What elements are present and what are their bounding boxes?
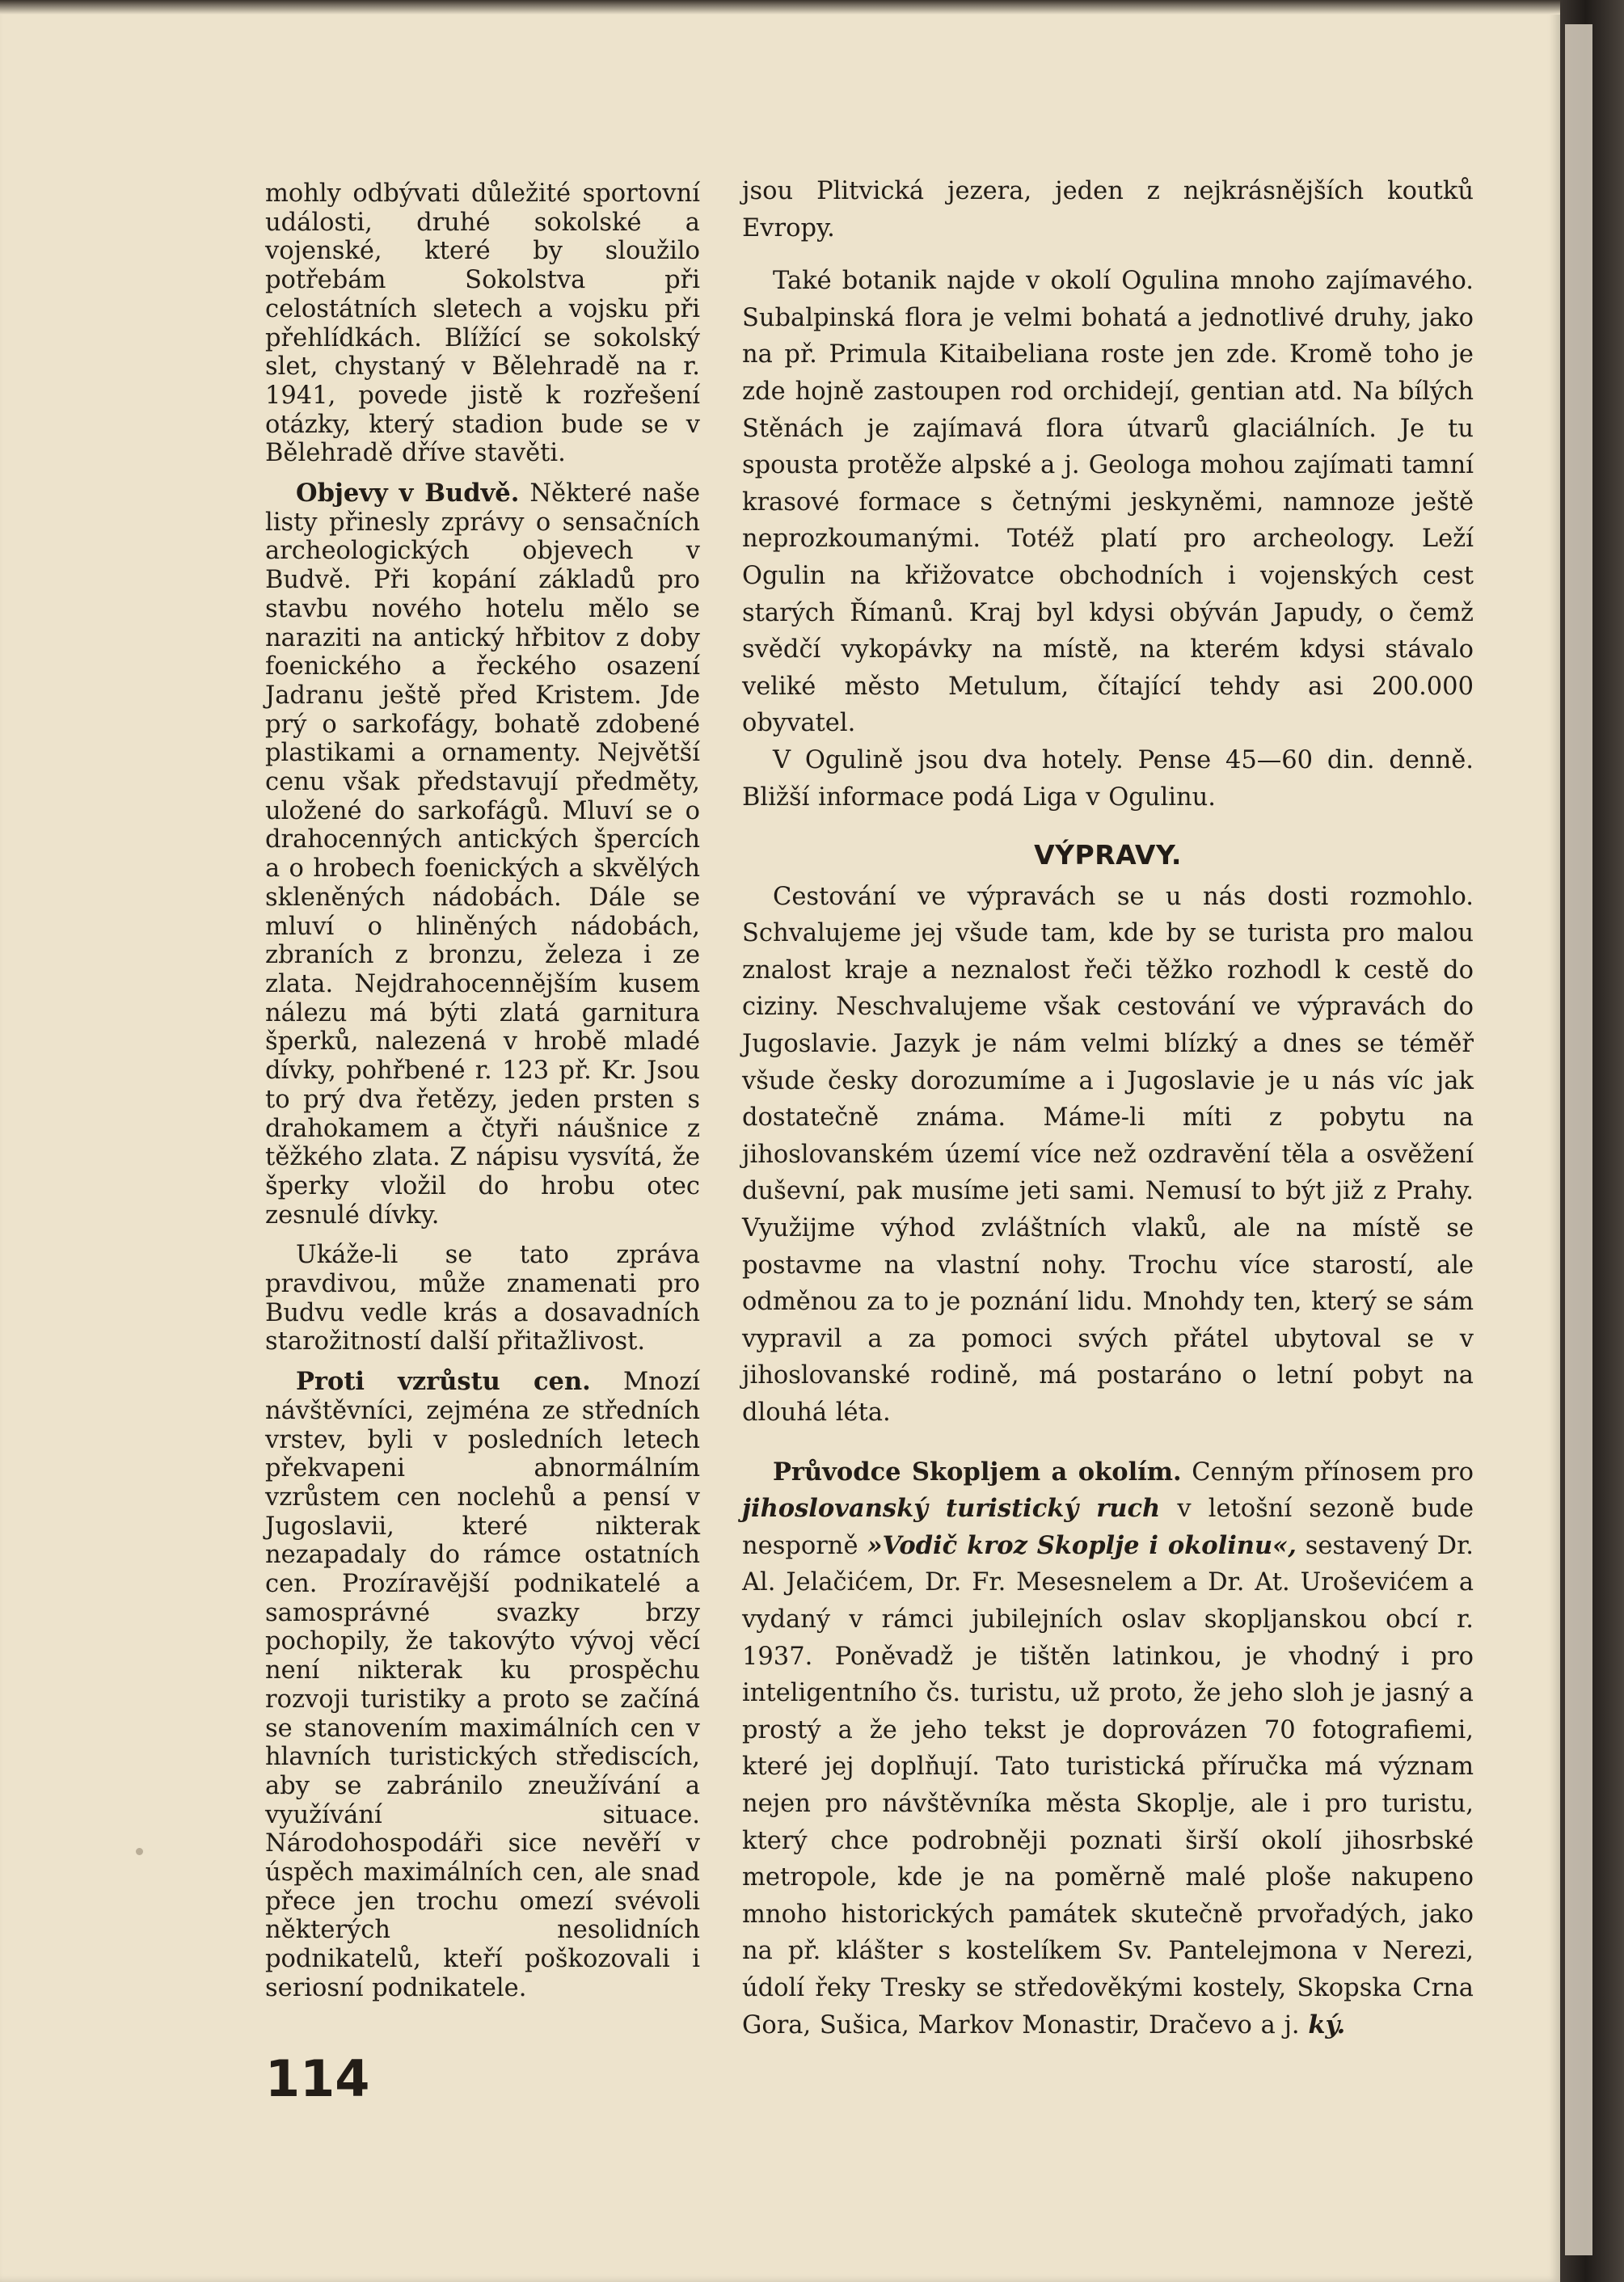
left-column: [265, 179, 700, 2003]
page-number: 114: [265, 2049, 370, 2108]
paragraph-stadion: mohly odbývati důležité sportovní události, druhé sokolské a vojenské, které by sloužilo potřebám Sokolstva při celostátních sletech a vojsku při přehlídkách. Blížící se sokolský slet, chystaný v Bělehradě na r. 1941, povede jistě k rozřešení otázky, který stadion bude se v Bělehradě dříve stavěti.: [265, 179, 700, 468]
right-column: [742, 173, 1474, 2044]
page-top-edge: [0, 0, 1560, 15]
paragraph-skoplje-guide: [742, 1454, 1474, 2044]
paragraph-ogulin-hotels: V Ogulině jsou dva hotely. Pense 45—60 din. denně. Bližší informace podá Liga v Ogulinu.: [742, 745, 1474, 812]
book-title-text: »Vodič kroz Skoplje i okolinu«,: [867, 1530, 1297, 1560]
next-page-edge: [1565, 24, 1592, 2255]
text-fragment: v letošní sezoně bude nesporně: [742, 1495, 1474, 1560]
paragraph-prices-text: Mnozí návštěvníci, zejména ze středních vrstev, byli v posledních letech překvapeni abnormálním vzrůstem cen noclehů a pensí v Jugoslavii, které nikterak nezapadaly do rámce ostatních cen. Prozíravější podnikatelé a samosprávné svazky brzy pochopily, že takovýto vývoj věcí není nikterak ku prospěchu rozvoji turistiky a proto se začíná se stanovením maximálních cen v hlavních turistických střediscích, aby se zabránilo zneužívání a využívání situace. Národohospodáři sice nevěří v úspěch maximálních cen, ale snad přece jen trochu omezí svévoli některých nesolidních podnikatelů, kteří poškozovali i seriosní podnikatele.: [265, 1368, 701, 2002]
paragraph-plitvice: jsou Plitvická jezera, jeden z nejkrásnějších koutků Evropy.: [742, 177, 1474, 243]
section-heading-vypravy: VÝPRAVY.: [1034, 839, 1182, 871]
binding-edge: [1560, 0, 1624, 2282]
paragraph-vypravy: Cestování ve výpravách se u nás dosti rozmohlo. Schvalujeme jej všude tam, kde by se turista pro malou znalost kraje a neznalost řeči těžko rozhodl k cestě do ciziny. Neschvalujeme však cestování ve výpravách do Jugoslavie. Jazyk je nám velmi blízký a dnes se téměř všude česky dorozumíme a i Jugoslavie je u nás víc jak dostatečně známa. Máme-li míti z pobytu na jihoslovanském území více než ozdravění těla a osvěžení duševní, pak musíme jeti sami. Nemusí to být již z Prahy. Využijme výhod zvláštních vlaků, ale na místě se postavme na vlastní nohy. Trochu více starostí, ale odměnou za to je poznání lidu. Mnohdy ten, který se sám vypravil a za pomoci svých přátel ubytoval se v jihoslovanské rodině, má postaráno o letní pobyt na dlouhá léta.: [742, 882, 1474, 1427]
text-fragment: sestavený Dr. Al. Jelačićem, Dr. Fr. Mesesnelem a Dr. At. Uroševićem a vydaný v rámci jubilejních oslav skopljanskou obcí r. 1937. Poněvadž je tištěn latinkou, je vhodný i pro inteligentního čs. turistu, už proto, že jeho sloh je jasný a prostý a že jeho tekst je doprovázen 70 fotografiemi, které jej doplňují. Tato turistická příručka má význam nejen pro návštěvníka města Skoplje, ale i pro turistu, který chce podrobněji poznati širší okolí jihosrbské metropole, kde je na poměrně malé ploše nakupeno mnoho historických památek skutečně prvořadých, jako na př. klášter s kostelíkem Sv. Pantelejmona v Nerezi, údolí řeky Tresky se středověkými kostely, Skopska Crna Gora, Sušica, Markov Monastir, Dračevo a j.: [742, 1531, 1474, 2039]
section-title-budva: Objevy v Budvě.: [296, 479, 520, 508]
section-title-skoplje: Průvodce Skopljem a okolím.: [773, 1457, 1182, 1487]
paragraph-budva-conclusion: Ukáže-li se tato zpráva pravdivou, může znamenati pro Budvu vedle krás a dosavadních starožitností další přitažlivost.: [265, 1241, 700, 1356]
paragraph-budva-text: Některé naše listy přinesly zprávy o sensačních archeologických objevech v Budvě. Při kopání základů pro stavbu nového hotelu mělo se naraziti na antický hřbitov z doby foenického a řeckého osazení Jadranu ještě před Kristem. Jde prý o sarkofágy, bohatě zdobené plastikami a ornamenty. Největší cenu však představují předměty, uložené do sarkofágů. Mluví se o drahocenných antických špercích a o hrobech foenických a skvělých skleněných nádobách. Dále se mluví o hliněných nádobách, zbraních z bronzu, železa i ze zlata. Nejdrahocennějším kusem nálezu má býti zlatá garnitura šperků, nalezená v hrobě mladé dívky, pohřbené r. 123 př. Kr. Jsou to prý dva řetězy, jeden prsten s drahokamem a čtyři náušnice z těžkého zlata. Z nápisu vysvítá, že šperky vložil do hrobu otec zesnulé dívky.: [265, 479, 700, 1230]
paper-speck: [136, 1848, 143, 1855]
emphasis-text: jihoslovanský turistický ruch: [742, 1494, 1161, 1524]
catchword: ký.: [1308, 2010, 1346, 2039]
paragraph-ogulin-botany: Také botanik najde v okolí Ogulina mnoho zajímavého. Subalpinská flora je velmi bohatá a jednotlivé druhy, jako na př. Primula Kitaibeliana roste jen zde. Kromě toho je zde hojně zastoupen rod orchidejí, gentian atd. Na bílých Stěnách je zajímavá flora útvarů glaciálních. Je tu spousta protěže alpské a j. Geologa mohou zajímati tamní krasové formace s četnými jeskyněmi, namnoze ještě neprozkoumanými. Totéž platí pro archeology. Leží Ogulin na křižovatce obchodních i vojenských cest starých Římanů. Kraj byl kdysi obýván Japudy, o čemž svědčí vykopávky na místě, na kterém kdysi stávalo veliké město Metulum, čítající tehdy asi 200.000 obyvatel.: [742, 267, 1474, 738]
text-fragment: Cenným přínosem pro: [1192, 1457, 1474, 1487]
section-title-prices: Proti vzrůstu cen.: [296, 1367, 591, 1397]
paragraph-prices: [265, 1368, 700, 2002]
paragraph-budva: [265, 479, 700, 1230]
